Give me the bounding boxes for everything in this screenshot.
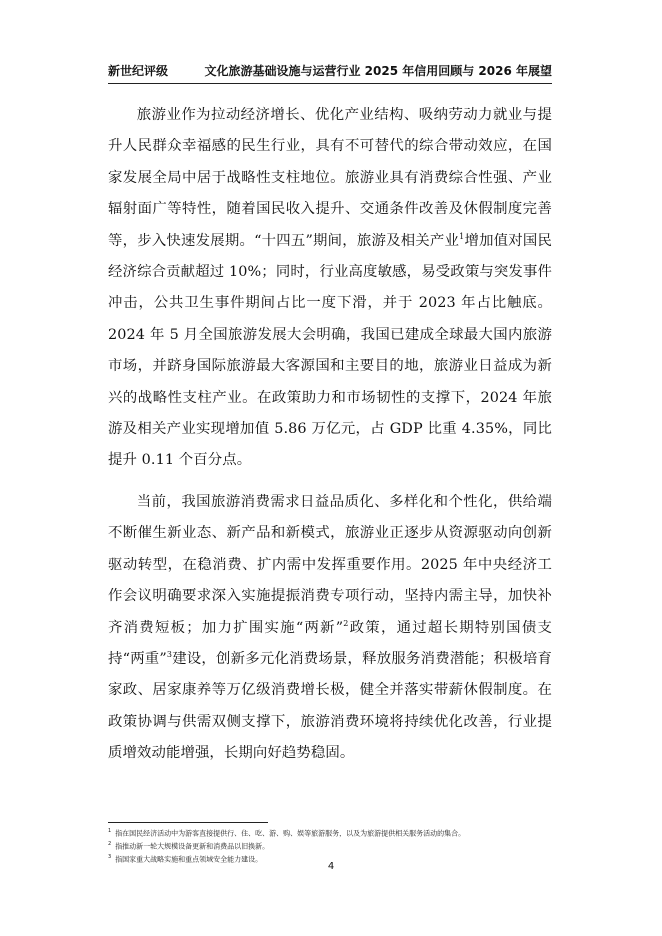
footnote-rule (108, 822, 268, 823)
footnote-2-text: 指推动新一轮大规模设备更新和消费品以旧换新。 (115, 842, 270, 851)
paragraph-2 (108, 487, 552, 770)
paragraph-1-part-b: 增加值对国民经济综合贡献超过 10%；同时，行业高度敏感，易受政策与突发事件冲击，公共卫生事件期间占比一度下滑，并于 2023 年占比触底。2024 年 5 月全国旅游发展大会明确，我国已建成全球最大国内旅游市场，并跻身国际旅游最大客源国和主要目的地，旅游业日益成为新兴的战略性支柱产业。在政策助力和市场韧性的支撑下，2024 年旅游及相关产业实现增加值 5.86 万亿元，占 GDP 比重 4.35%，同比提升 0.11 个百分点。 (108, 232, 552, 469)
header-org: 新世纪评级 (108, 64, 169, 78)
footnote-1 (108, 826, 552, 839)
footnote-2 (108, 839, 552, 852)
footnote-ref-3[interactable]: 3 (166, 650, 173, 660)
footnotes (108, 826, 552, 864)
header-rule (108, 83, 552, 84)
footnote-1-text: 指在国民经济活动中为游客直接提供行、住、吃、游、购、娱等旅游服务，以及为旅游提供相关服务活动的集合。 (115, 829, 466, 838)
footnote-ref-1[interactable]: 1 (459, 231, 465, 241)
paragraph-1 (108, 100, 552, 477)
paragraph-2-part-c: 建设，创新多元化消费场景，释放服务消费潜能；积极培育家政、居家康养等万亿级消费增长极，健全并落实带薪休假制度。在政策协调与供需双侧支撑下，旅游消费环境将持续优化改善，行业提质增效动能增强，长期向好趋势稳固。 (108, 650, 552, 762)
footnote-2-number: 2 (108, 840, 112, 847)
paragraph-2-part-b: 政策，通过超长期特别国债支持“两重” (108, 619, 552, 667)
footnote-ref-2[interactable]: 2 (343, 618, 349, 628)
body-text (108, 100, 552, 770)
footnote-3-text: 指国家重大战略实施和重点领域安全能力建设。 (115, 854, 263, 863)
paragraph-1-part-a: 旅游业作为拉动经济增长、优化产业结构、吸纳劳动力就业与提升人民群众幸福感的民生行业，具有不可替代的综合带动效应，在国家发展全局中居于战略性支柱地位。旅游业具有消费综合性强、产业辐射面广等特性，随着国民收入提升、交通条件改善及休假制度完善等，步入快速发展期。“十四五”期间，旅游及相关产业 (108, 107, 552, 249)
paragraph-2-part-a: 当前，我国旅游消费需求日益品质化、多样化和个性化，供给端不断催生新业态、新产品和新模式，旅游业正逐步从资源驱动向创新驱动转型，在稳消费、扩内需中发挥重要作用。2025 年中央经济工作会议明确要求深入实施提振消费专项行动，坚持内需主导，加快补齐消费短板；加力扩围实施“两新” (108, 493, 552, 636)
footnote-1-number: 1 (108, 828, 112, 834)
footnote-3-number: 3 (108, 853, 112, 860)
page-number: 4 (327, 861, 335, 872)
header-report-title: 文化旅游基础设施与运营行业 2025 年信用回顾与 2026 年展望 (204, 64, 552, 78)
page-header (108, 62, 552, 80)
